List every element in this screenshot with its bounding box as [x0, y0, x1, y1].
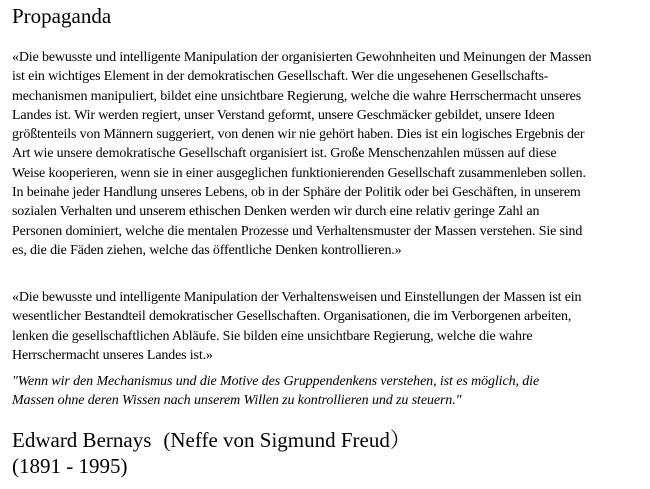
- italic-quote: [12, 372, 642, 411]
- quote-paragraph-2: [12, 288, 642, 365]
- paragraph-1-line-8: In beinahe jeder Handlung unseres Lebens, ob in der Sphäre der Politik oder bei Geschäften, in unserem: [12, 185, 581, 201]
- author-years: (1891 - 1995): [12, 454, 128, 478]
- author-attribution: [12, 427, 411, 479]
- paragraph-1-line-11: es, die die Fäden ziehen, welche das öffentliche Denken kontrollieren.»: [12, 242, 402, 258]
- paragraph-1-line-7: Weise kooperieren, wenn sie in einer ausgeglichen funktionierenden Gesellschaft zusammenleben sollen.: [12, 165, 586, 181]
- paragraph-1-line-2: ist ein wichtiges Element in der demokratischen Gesellschaft. Wer die ungesehenen Gesellschafts-: [12, 69, 549, 85]
- paragraph-1-line-5: größtenteils von Männern suggeriert, von denen wir nie gehört haben. Dies ist ein logisches Ergebnis der: [12, 127, 585, 143]
- page-title: Propaganda: [12, 4, 112, 28]
- paragraph-1-line-1: «Die bewusste und intelligente Manipulation der organisierten Gewohnheiten und Meinungen der Massen: [12, 50, 592, 65]
- author-relation: (Neffe von Sigmund Freud）: [163, 428, 411, 452]
- paragraph-2-line-2: wesentlicher Bestandteil demokratischer Gesellschaften. Organisationen, die im Verborgenen arbeiten,: [12, 309, 572, 325]
- paragraph-1-line-10: Personen dominiert, welche die mentalen Prozesse und Verhaltensmuster der Massen verstehen. Sie sind: [12, 223, 583, 239]
- author-name: Edward Bernays: [12, 428, 152, 452]
- paragraph-1-line-6: Art wie unsere demokratische Gesellschaft organisiert ist. Große Menschenzahlen müssen auf diese: [12, 146, 557, 162]
- paragraph-1-line-9: sozialen Verhalten und unserem ethischen Denken werden wir durch eine relativ geringe Zahl an: [12, 204, 540, 220]
- paragraph-2-line-3: lenken die gesellschaftlichen Abläufe. Sie bilden eine unsichtbare Regierung, welche die wahre: [12, 328, 533, 344]
- italic-quote-line-1: "Wenn wir den Mechanismus und die Motive des Gruppendenkens verstehen, ist es möglich, die: [12, 374, 540, 389]
- paragraph-1-line-4: Landes ist. Wir werden regiert, unser Verstand geformt, unsere Geschmäcker gebildet, unsere Ideen: [12, 107, 555, 123]
- paragraph-1-line-3: mechanismen manipuliert, bildet eine unsichtbare Regierung, welche die wahre Herrschermacht unseres: [12, 88, 582, 104]
- author-line: [12, 427, 411, 453]
- paragraph-2-line-4: Herrschermacht unseres Landes ist.»: [12, 347, 213, 363]
- italic-quote-line-2: Massen ohne deren Wissen nach unserem Willen zu kontrollieren und zu steuern.": [12, 393, 462, 409]
- paragraph-2-line-1: «Die bewusste und intelligente Manipulation der Verhaltensweisen und Einstellungen der Massen ist ein: [12, 290, 582, 305]
- quote-paragraph-1: [12, 48, 642, 260]
